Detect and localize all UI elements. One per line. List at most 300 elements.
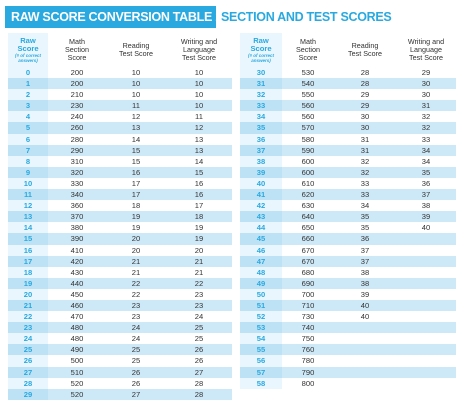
math-score-cell: 660	[282, 233, 334, 244]
writing-score-cell	[396, 289, 456, 300]
writing-score-cell: 23	[166, 300, 232, 311]
reading-score-cell: 36	[334, 233, 396, 244]
table-title: RAW SCORE CONVERSION TABLE 1	[5, 6, 216, 28]
writing-score-cell: 31	[396, 100, 456, 111]
reading-score-cell: 33	[334, 189, 396, 200]
raw-score-header-note: (# of correct answers)	[247, 53, 274, 63]
table-row	[240, 245, 456, 256]
table-row	[8, 278, 232, 289]
raw-score-cell: 41	[240, 189, 282, 200]
math-score-cell: 210	[70, 90, 84, 100]
raw-score-cell: 13	[8, 211, 48, 222]
reading-score-cell: 10	[131, 68, 141, 77]
writing-score-cell: 37	[396, 189, 456, 200]
reading-score-cell: 22	[131, 289, 141, 299]
math-score-cell: 580	[301, 134, 315, 144]
reading-score-cell: 24	[131, 334, 141, 344]
writing-score-cell: 34	[396, 145, 456, 156]
reading-score-cell: 22	[106, 278, 166, 289]
math-score-cell: 510	[48, 367, 106, 378]
math-score-cell: 280	[70, 134, 84, 144]
math-header-line3: Score	[298, 53, 318, 62]
table-row	[8, 178, 232, 189]
table-row	[240, 134, 456, 145]
table-body-right	[240, 67, 456, 389]
reading-score-cell: 31	[360, 134, 370, 144]
math-score-cell: 460	[48, 300, 106, 311]
math-score-cell: 480	[48, 322, 106, 333]
math-score-cell: 240	[70, 112, 84, 122]
raw-score-cell: 0	[8, 67, 48, 78]
writing-score-cell: 10	[166, 100, 232, 111]
reading-score-cell	[334, 333, 396, 344]
math-score-cell: 200	[70, 68, 84, 77]
raw-score-cell: 36	[240, 134, 282, 145]
raw-score-cell: 51	[240, 300, 282, 311]
writing-score-cell: 29	[421, 68, 431, 77]
math-score-cell: 310	[70, 156, 84, 166]
table-subtitle: SECTION AND TEST SCORES	[221, 10, 392, 24]
table-row	[8, 233, 232, 244]
reading-score-cell: 18	[131, 201, 141, 211]
reading-test-score-header	[334, 33, 396, 67]
reading-score-cell: 35	[334, 211, 396, 222]
table-row	[8, 189, 232, 200]
reading-score-cell	[334, 344, 396, 355]
math-score-cell: 480	[70, 334, 84, 344]
raw-score-cell: 22	[8, 311, 48, 322]
raw-score-cell: 21	[8, 300, 48, 311]
writing-score-cell: 22	[166, 278, 232, 289]
raw-score-cell: 31	[240, 78, 282, 89]
table-row	[8, 100, 232, 111]
table-row	[240, 111, 456, 122]
reading-score-cell: 30	[360, 112, 370, 122]
writing-score-cell	[396, 355, 456, 366]
math-score-cell: 700	[301, 289, 315, 299]
table-row	[8, 67, 232, 78]
reading-score-cell: 25	[106, 344, 166, 355]
raw-score-header-line1: Raw	[20, 36, 36, 45]
reading-score-cell: 25	[131, 356, 141, 366]
table-row	[8, 344, 232, 355]
math-score-cell: 440	[48, 278, 106, 289]
table-row	[240, 78, 456, 89]
writing-score-cell: 39	[396, 211, 456, 222]
math-score-cell: 630	[301, 201, 315, 211]
writing-score-cell: 14	[194, 156, 204, 166]
raw-score-cell: 33	[240, 100, 282, 111]
reading-score-cell: 12	[131, 112, 141, 122]
table-row	[8, 367, 232, 378]
writing-score-cell: 25	[166, 322, 232, 333]
table-row	[8, 355, 232, 366]
table-row	[240, 267, 456, 278]
raw-score-header-note: (# of correct answers)	[14, 53, 41, 63]
raw-score-cell: 2	[8, 89, 48, 100]
raw-score-cell: 57	[240, 367, 282, 378]
writing-score-cell: 18	[166, 211, 232, 222]
reading-score-cell: 32	[334, 167, 396, 178]
writing-header-line3: Test Score	[409, 53, 443, 62]
math-score-cell: 750	[301, 334, 315, 344]
table-row	[8, 122, 232, 133]
writing-score-cell: 19	[194, 223, 204, 233]
reading-score-cell	[334, 355, 396, 366]
table-row	[240, 344, 456, 355]
raw-score-cell: 7	[8, 145, 48, 156]
writing-score-cell	[396, 256, 456, 267]
raw-score-header-line2: Score	[250, 44, 272, 53]
reading-score-cell: 28	[334, 78, 396, 89]
reading-score-cell: 37	[334, 256, 396, 267]
math-score-cell: 740	[282, 322, 334, 333]
writing-score-cell: 10	[166, 78, 232, 89]
writing-score-cell: 17	[194, 201, 204, 211]
table-row	[8, 222, 232, 233]
math-score-cell: 450	[70, 289, 84, 299]
table-row	[8, 145, 232, 156]
raw-score-cell: 19	[8, 278, 48, 289]
raw-score-cell: 39	[240, 167, 282, 178]
column-header-row	[8, 33, 232, 67]
writing-score-cell: 27	[166, 367, 232, 378]
table-row	[8, 245, 232, 256]
table-row	[240, 355, 456, 366]
raw-score-cell: 32	[240, 89, 282, 100]
math-score-cell: 520	[48, 389, 106, 400]
reading-score-cell: 20	[131, 245, 141, 255]
writing-score-cell: 11	[195, 112, 203, 122]
writing-score-cell: 16	[194, 178, 204, 188]
raw-score-cell: 29	[8, 389, 48, 400]
writing-score-cell: 40	[421, 223, 431, 233]
writing-header-line2: Language	[183, 45, 215, 54]
raw-score-cell: 45	[240, 233, 282, 244]
raw-score-cell: 23	[8, 322, 48, 333]
writing-score-cell	[396, 344, 456, 355]
reading-score-cell: 24	[106, 322, 166, 333]
writing-score-cell	[396, 300, 456, 311]
table-row	[8, 300, 232, 311]
writing-score-cell: 35	[396, 167, 456, 178]
table-row	[240, 233, 456, 244]
conversion-table-right	[240, 33, 456, 389]
math-score-cell: 520	[70, 378, 84, 388]
table-row	[8, 156, 232, 167]
raw-score-header-line1: Raw	[253, 36, 269, 45]
writing-score-cell: 33	[421, 134, 431, 144]
raw-score-cell: 46	[240, 245, 282, 256]
raw-score-cell: 52	[240, 311, 282, 322]
raw-score-cell: 24	[8, 333, 48, 344]
raw-score-cell: 25	[8, 344, 48, 355]
writing-score-cell: 28	[194, 378, 204, 388]
writing-score-cell: 30	[396, 78, 456, 89]
table-row	[8, 211, 232, 222]
reading-header-line2: Test Score	[119, 49, 153, 58]
math-score-cell: 650	[301, 223, 315, 233]
raw-score-cell: 37	[240, 145, 282, 156]
raw-score-cell: 48	[240, 267, 282, 278]
writing-score-cell: 20	[194, 245, 204, 255]
raw-score-cell: 55	[240, 344, 282, 355]
writing-language-test-score-header	[396, 33, 456, 67]
writing-score-cell: 26	[166, 344, 232, 355]
reading-score-cell: 29	[360, 90, 370, 100]
reading-score-cell: 19	[131, 223, 141, 233]
writing-score-cell: 12	[166, 122, 232, 133]
math-score-cell: 670	[282, 256, 334, 267]
table-row	[240, 289, 456, 300]
raw-score-header	[240, 33, 282, 67]
raw-score-cell: 38	[240, 156, 282, 167]
math-score-cell: 790	[282, 367, 334, 378]
reading-score-cell	[334, 367, 396, 378]
math-score-cell: 800	[301, 378, 315, 388]
reading-score-cell: 40	[360, 312, 370, 322]
math-score-cell: 360	[70, 201, 84, 211]
raw-score-cell: 35	[240, 122, 282, 133]
table-row	[8, 267, 232, 278]
raw-score-cell: 53	[240, 322, 282, 333]
writing-score-cell	[396, 245, 456, 256]
raw-score-cell: 14	[8, 222, 48, 233]
writing-score-cell: 13	[194, 134, 204, 144]
table-row	[8, 134, 232, 145]
math-score-cell: 530	[301, 68, 315, 77]
table-row	[8, 289, 232, 300]
raw-score-cell: 56	[240, 355, 282, 366]
table-row	[8, 333, 232, 344]
table-row	[240, 167, 456, 178]
math-header-line2: Section	[65, 45, 89, 54]
reading-score-cell: 17	[131, 178, 141, 188]
writing-score-cell: 32	[396, 122, 456, 133]
conversion-table-left	[8, 33, 232, 400]
writing-score-cell: 21	[166, 256, 232, 267]
raw-score-header-line2: Score	[17, 44, 39, 53]
table-row	[8, 256, 232, 267]
writing-score-cell	[396, 233, 456, 244]
math-score-cell: 320	[48, 167, 106, 178]
column-header-row	[240, 33, 456, 67]
math-score-cell: 620	[282, 189, 334, 200]
raw-score-cell: 5	[8, 122, 48, 133]
math-score-cell: 590	[282, 145, 334, 156]
math-score-cell: 420	[48, 256, 106, 267]
writing-score-cell: 24	[194, 312, 204, 322]
raw-score-cell: 3	[8, 100, 48, 111]
writing-score-cell	[396, 267, 456, 278]
reading-score-cell	[334, 322, 396, 333]
raw-score-cell: 4	[8, 111, 48, 122]
table-row	[240, 178, 456, 189]
writing-score-cell	[396, 367, 456, 378]
math-score-cell: 780	[301, 356, 315, 366]
reading-score-cell: 38	[360, 267, 370, 277]
reading-score-cell: 10	[131, 90, 141, 100]
table-row	[240, 156, 456, 167]
math-header-line3: Score	[67, 53, 87, 62]
table-row	[240, 333, 456, 344]
reading-header-line2: Test Score	[348, 49, 382, 58]
math-score-cell: 470	[70, 312, 84, 322]
math-score-cell: 600	[282, 167, 334, 178]
writing-header-line1: Writing and	[180, 37, 218, 46]
writing-header-line2: Language	[410, 45, 442, 54]
table-row	[240, 211, 456, 222]
math-score-cell: 410	[70, 245, 84, 255]
math-section-score-header	[282, 33, 334, 67]
writing-score-cell	[396, 333, 456, 344]
raw-score-cell: 40	[240, 178, 282, 189]
reading-score-cell: 13	[106, 122, 166, 133]
table-row	[8, 200, 232, 211]
math-score-cell: 730	[301, 312, 315, 322]
math-score-cell: 670	[301, 245, 315, 255]
raw-score-cell: 20	[8, 289, 48, 300]
math-score-cell: 390	[48, 233, 106, 244]
math-score-cell: 540	[282, 78, 334, 89]
table-row	[8, 167, 232, 178]
reading-score-cell: 21	[106, 256, 166, 267]
writing-score-cell: 16	[166, 189, 232, 200]
raw-score-cell: 54	[240, 333, 282, 344]
reading-score-cell: 27	[106, 389, 166, 400]
table-row	[240, 311, 456, 322]
math-header-line1: Math	[300, 37, 316, 46]
writing-score-cell: 30	[421, 90, 431, 100]
reading-score-cell: 16	[106, 167, 166, 178]
writing-score-cell: 28	[166, 389, 232, 400]
math-score-cell: 560	[301, 112, 315, 122]
math-score-cell: 680	[301, 267, 315, 277]
reading-score-cell: 28	[360, 68, 370, 77]
reading-score-cell: 39	[360, 289, 370, 299]
raw-score-cell: 49	[240, 278, 282, 289]
reading-score-cell: 26	[131, 378, 141, 388]
table-row	[240, 300, 456, 311]
raw-score-cell: 44	[240, 222, 282, 233]
math-section-score-header	[48, 33, 106, 67]
table-body-left	[8, 67, 232, 400]
table-row	[8, 389, 232, 400]
raw-score-cell: 47	[240, 256, 282, 267]
reading-score-cell: 34	[360, 201, 370, 211]
reading-score-cell: 40	[334, 300, 396, 311]
table-row	[8, 111, 232, 122]
reading-score-cell: 30	[334, 122, 396, 133]
reading-score-cell	[334, 378, 396, 389]
table-row	[8, 378, 232, 389]
raw-score-cell: 1	[8, 78, 48, 89]
math-score-cell: 260	[48, 122, 106, 133]
table-row	[240, 200, 456, 211]
raw-score-cell: 16	[8, 245, 48, 256]
writing-score-cell: 15	[166, 167, 232, 178]
writing-score-cell: 10	[194, 68, 204, 77]
raw-score-cell: 30	[240, 67, 282, 78]
raw-score-cell: 26	[8, 355, 48, 366]
table-row	[240, 222, 456, 233]
reading-score-cell: 32	[360, 156, 370, 166]
reading-score-cell: 33	[360, 178, 370, 188]
reading-test-score-header	[106, 33, 166, 67]
raw-score-cell: 9	[8, 167, 48, 178]
math-score-cell: 600	[301, 156, 315, 166]
reading-score-cell: 37	[360, 245, 370, 255]
table-row	[240, 122, 456, 133]
math-score-cell: 430	[70, 267, 84, 277]
raw-score-cell: 43	[240, 211, 282, 222]
writing-score-cell: 13	[166, 145, 232, 156]
math-score-cell: 690	[282, 278, 334, 289]
math-score-cell: 610	[301, 178, 315, 188]
writing-score-cell: 32	[421, 112, 431, 122]
table-row	[240, 322, 456, 333]
writing-score-cell: 26	[194, 356, 204, 366]
table-row	[240, 278, 456, 289]
math-score-cell: 330	[70, 178, 84, 188]
raw-score-cell: 6	[8, 134, 48, 145]
raw-score-cell: 34	[240, 111, 282, 122]
reading-score-cell: 29	[334, 100, 396, 111]
reading-header-line1: Reading	[122, 41, 150, 50]
table-row	[8, 78, 232, 89]
reading-score-cell: 17	[106, 189, 166, 200]
raw-score-header	[8, 33, 48, 67]
raw-score-cell: 12	[8, 200, 48, 211]
math-score-cell: 710	[282, 300, 334, 311]
table-row	[240, 189, 456, 200]
raw-score-cell: 28	[8, 378, 48, 389]
reading-score-cell: 15	[131, 156, 141, 166]
raw-score-cell: 11	[8, 189, 48, 200]
writing-header-line3: Test Score	[182, 53, 216, 62]
reading-score-cell: 10	[106, 78, 166, 89]
math-score-cell: 200	[48, 78, 106, 89]
writing-header-line1: Writing and	[407, 37, 445, 46]
table-row	[240, 89, 456, 100]
math-score-cell: 340	[48, 189, 106, 200]
reading-score-cell: 11	[106, 100, 166, 111]
raw-score-cell: 58	[240, 378, 282, 389]
math-score-cell: 760	[282, 344, 334, 355]
table-row	[240, 378, 456, 389]
math-score-cell: 370	[48, 211, 106, 222]
reading-score-cell: 38	[334, 278, 396, 289]
writing-score-cell: 10	[194, 90, 204, 100]
table-row	[240, 67, 456, 78]
reading-score-cell: 19	[106, 211, 166, 222]
math-score-cell: 570	[282, 122, 334, 133]
writing-score-cell: 34	[421, 156, 431, 166]
reading-score-cell: 15	[106, 145, 166, 156]
raw-score-cell: 15	[8, 233, 48, 244]
raw-score-cell: 18	[8, 267, 48, 278]
reading-score-cell: 23	[106, 300, 166, 311]
raw-score-cell: 50	[240, 289, 282, 300]
table-row	[8, 89, 232, 100]
reading-score-cell: 31	[334, 145, 396, 156]
math-score-cell: 550	[301, 90, 315, 100]
writing-score-cell: 25	[194, 334, 204, 344]
writing-score-cell	[396, 378, 456, 389]
math-score-cell: 490	[48, 344, 106, 355]
table-header	[5, 6, 459, 28]
reading-score-cell: 20	[106, 233, 166, 244]
